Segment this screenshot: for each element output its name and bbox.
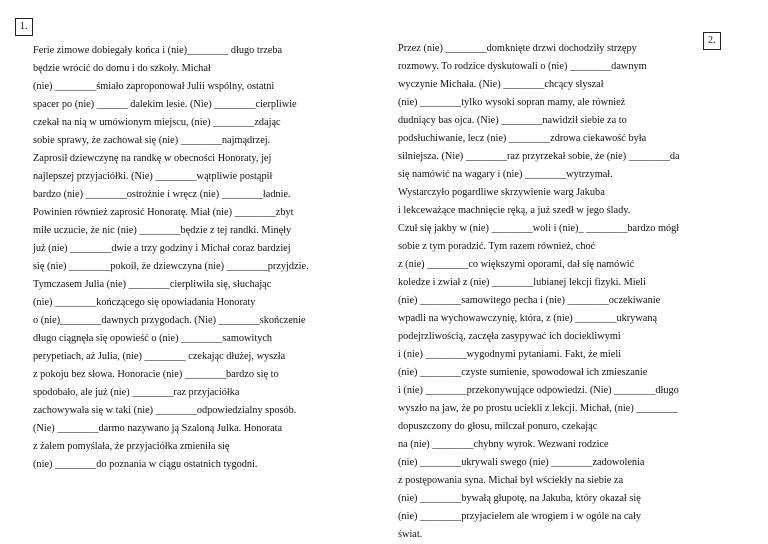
right-text-column	[398, 40, 698, 544]
text-line: i lekceważące machnięcie ręką, a już szedł w jego ślady.	[398, 205, 631, 216]
text-line: (nie) ________śmiało zaproponował Julii wspólny, ostatni	[33, 81, 275, 92]
text-line: (nie) ________bywałą głupotę, na Jakuba, który okazał się	[398, 493, 641, 504]
text-line: z (nie) ________co większymi oporami, dał się namówić	[398, 259, 635, 270]
left-text-column	[33, 42, 353, 474]
text-line: się namówić na wagary i (nie) ________wytrzymał.	[398, 169, 613, 180]
text-line: spacer po (nie) ______ dalekim lesie. (Nie) ________cierpliwie	[33, 99, 297, 110]
text-line: sobie sprawy, że zachował się (nie) ________najmądrzej.	[33, 135, 271, 146]
text-line: podsłuchiwanie, lecz (nie) ________zdrowa ciekawość była	[398, 133, 647, 144]
text-line: (nie) ________tylko wysoki sopran mamy, ale również	[398, 97, 626, 108]
text-line: (nie) ________ukrywali swego (nie) ________zadowolenia	[398, 457, 645, 468]
text-line: (nie) ________przyjacielem ale wrogiem i w ogóle na cały	[398, 511, 642, 522]
text-line: perypetiach, aż Julia, (nie) ________ czekając dłużej, wyszła	[33, 351, 286, 362]
text-line: rozmowy. To rodzice dyskutowali o (nie) ________dawnym	[398, 61, 647, 72]
text-line: Czuł się jakby w (nie) ________woli i (nie)_ ________bardzo mógł	[398, 223, 680, 234]
text-line: najlepszej przyjaciółki. (Nie) ________wątpliwie postąpił	[33, 171, 273, 182]
text-line: (nie) ________kończącego się opowiadania Honoraty	[33, 297, 256, 308]
text-line: dudniący bas ojca. (Nie) ________nawidził siebie za to	[398, 115, 627, 126]
text-line: (nie) ________czyste sumienie, spowodował ich zmieszanie	[398, 367, 648, 378]
text-line: o (nie)________dawnych przygodach. (Nie) ________skończenie	[33, 315, 306, 326]
text-line: się (nie) ________pokoił, że dziewczyna (nie) ________przyjdzie.	[33, 261, 309, 272]
text-line: (nie) ________do poznania w ciągu ostatnich tygodni.	[33, 459, 258, 470]
text-line: wpadli na wychowawczynię, która, z (nie) ________ukrywaną	[398, 313, 658, 324]
text-line: świat.	[398, 529, 423, 540]
text-line: (Nie) ________darmo nazywano ją Szaloną Julka. Honorata	[33, 423, 283, 434]
text-line: podejrzliwością, zaczęła zasypywać ich dociekliwymi	[398, 331, 621, 342]
page-number-left: 1.	[15, 18, 33, 36]
text-line: koledze i zwiał z (nie) ________lubianej lekcji fizyki. Mieli	[398, 277, 646, 288]
page-number-right: 2.	[703, 32, 721, 50]
text-line: będzie wrócić do domu i do szkoły. Michał	[33, 63, 211, 74]
text-line: (nie) ________samowitego pecha i (nie) ________oczekiwanie	[398, 295, 661, 306]
text-line: z żalem pomyślała, że przyjaciółka zmieniła się	[33, 441, 230, 452]
text-line: bardzo (nie) ________ostrożnie i wręcz (nie) ________ładnie.	[33, 189, 291, 200]
text-line: dopuszczony do głosu, milczał ponuro, czekając	[398, 421, 598, 432]
text-line: Powinien również zaprosić Honoratę. Miał (nie) ________zbyt	[33, 207, 294, 218]
text-line: wyczynie Michała. (Nie) ________chcący słyszał	[398, 79, 604, 90]
text-line: silniejsza. (Nie) ________raz przyrzekał sobie, że (nie) ________da	[398, 151, 680, 162]
text-line: Tymczasem Julia (nie) ________cierpliwiła się, słuchając	[33, 279, 272, 290]
text-line: z postępowania syna. Michał był wściekły na siebie za	[398, 475, 624, 486]
text-line: już (nie) ________dwie a trzy godziny i Michał coraz bardziej	[33, 243, 291, 254]
text-line: zachowywała się w taki (nie) ________odpowiedzialny sposób.	[33, 405, 297, 416]
text-line: Przez (nie) ________domknięte drzwi dochodziły strzępy	[398, 43, 637, 54]
text-line: i (nie) ________wygodnymi pytaniami. Fakt, że mieli	[398, 349, 622, 360]
text-line: na (nie) ________chybny wyrok. Wezwani rodzice	[398, 439, 609, 450]
text-line: Wystarczyło pogardliwe skrzywienie warg Jakuba	[398, 187, 605, 198]
text-line: Ferie zimowe dobiegały końca i (nie)________ długo trzeba	[33, 45, 283, 56]
text-line: miłe uczucie, że nic (nie) ________będzie z tej randki. Minęły	[33, 225, 292, 236]
text-line: z pokoju bez słowa. Honoracie (nie) ________bardzo się to	[33, 369, 279, 380]
text-line: sobie z tym poradzić. Tym razem również, choć	[398, 241, 596, 252]
text-line: długo ciągnęła się opowieść o (nie) ________samowitych	[33, 333, 273, 344]
text-line: wyszło na jaw, że po prostu uciekli z lekcji. Michał, (nie) ________	[398, 403, 678, 414]
text-line: spodobało, ale już (nie) ________raz przyjaciółka	[33, 387, 240, 398]
text-line: Zaprosił dziewczynę na randkę w obecności Honoraty, jej	[33, 153, 272, 164]
text-line: czekał na nią w umówionym miejscu, (nie) ________zdając	[33, 117, 281, 128]
text-line: i (nie) ________przekonywujące odpowiedzi. (Nie) ________długo	[398, 385, 679, 396]
